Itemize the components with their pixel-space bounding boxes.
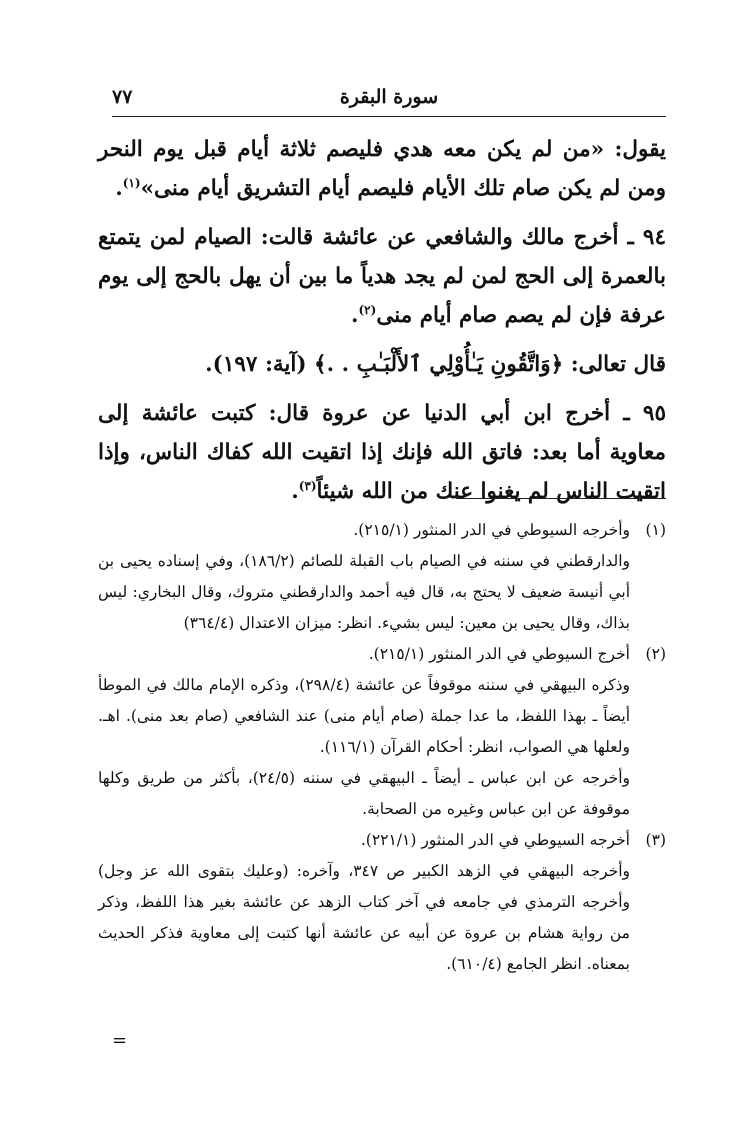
- footnote-separator: [456, 498, 666, 499]
- verse-intro: قال تعالى:: [563, 352, 666, 377]
- paragraph: يقول: «من لم يكن معه هدي فليصم ثلاثة أيام قبل يوم النحر ومن لم يكن صام تلك الأيام فليصم أيام التشريق أيام منى»$^{(١)}$.: [98, 137, 666, 201]
- hadith-94: ٩٤ ـ أخرج مالك والشافعي عن عائشة قالت: الصيام لمن يتمتع بالعمرة إلى الحج لمن لم يجد هدياً ما بين أن يهل بالحج إلى يوم عرفة فإن لم يصم صام أيام منى$^{(٢)}$.: [98, 225, 666, 328]
- page-number: ٧٧: [112, 86, 133, 108]
- footnote-2-body: وذكره البيهقي في سننه موقوفاً عن عائشة (٢٩٨/٤)، وذكره الإمام مالك في الموطأ أيضاً ـ بهذا اللفظ، ما عدا جملة (صام أيام منى) عند الشافعي (صام بعد منى). اهـ. ولعلها هي الصواب، انظر: أحكام القرآن (١١٦/١).: [98, 676, 630, 756]
- main-text: [98, 130, 666, 521]
- footnote-text: وأخرجه السيوطي في الدر المنثور (٢١٥/١).: [353, 521, 630, 539]
- header-rule: [112, 116, 666, 117]
- footnote-2-body: وأخرجه عن ابن عباس ـ أيضاً ـ البيهقي في سننه (٢٤/٥)، بأكثر من طريق وكلها موقوفة عن ابن عباس وغيره من الصحابة.: [98, 769, 630, 818]
- footnote-1-body: والدارقطني في سننه في الصيام باب القبلة للصائم (١٨٦/٢)، وفي إسناده يحيى بن أبي أنيسة ضعيف لا يحتج به، قال فيه أحمد والدارقطني متروك، وقال البخاري: ليس بذاك، وقال يحيى بن معين: ليس بشيء. انظر: ميزان الاعتدال (٣٦٤/٤): [98, 552, 630, 632]
- footnote-3-head: [98, 825, 666, 856]
- footnote-number: (١): [645, 521, 666, 539]
- footnotes: [98, 515, 666, 980]
- surah-title: سورة البقرة: [339, 86, 439, 108]
- quran-verse: ﴿وَاتَّقُونِ يَـٰأُوْلِي ٱلأَلْبَـٰبِ . .﴾: [314, 352, 564, 377]
- verse-ref: (آية: ١٩٧).: [205, 352, 315, 377]
- footnote-3-body: وأخرجه البيهقي في الزهد الكبير ص ٣٤٧، وآخره: (وعليك بتقوى الله عز وجل) وأخرجه الترمذي في جامعه في آخر كتاب الزهد عن عائشة بغير هذا اللفظ، وذكر من رواية هشام بن عروة عن أبيه عن عائشة أنها كتبت إلى معاوية فذكر الحديث بمعناه. انظر الجامع (٦١٠/٤).: [98, 862, 630, 973]
- paragraph-text: ٩٤ ـ أخرج مالك والشافعي عن عائشة قالت: الصيام لمن يتمتع بالعمرة إلى الحج لمن لم يجد هدياً ما بين أن يهل بالحج إلى يوم عرفة فإن لم يصم صام أيام منى: [98, 225, 666, 328]
- footnote-text: أخرج السيوطي في الدر المنثور (٢١٥/١).: [368, 645, 630, 663]
- hadith-95: ٩٥ ـ أخرج ابن أبي الدنيا عن عروة قال: كتبت عائشة إلى معاوية أما بعد: فاتق الله فإنك إذا اتقيت الله كفاك الناس، وإذا اتقيت الناس لم يغنوا عنك من الله شيئاً$^{(٣)}$.: [98, 401, 666, 504]
- footnote-number: (٢): [645, 645, 666, 663]
- footnote-ref: (٢): [358, 302, 377, 317]
- footnote-number: (٣): [645, 831, 666, 849]
- footnote-ref: (١): [122, 175, 141, 190]
- verse-line: [98, 345, 666, 384]
- continuation-mark: =: [112, 1030, 128, 1051]
- paragraph-text: يقول: «من لم يكن معه هدي فليصم ثلاثة أيام قبل يوم النحر ومن لم يكن صام تلك الأيام فليصم أيام التشريق أيام منى»: [98, 137, 666, 201]
- page-header: [112, 86, 666, 118]
- paragraph-text: ٩٥ ـ أخرج ابن أبي الدنيا عن عروة قال: كتبت عائشة إلى معاوية أما بعد: فاتق الله فإنك إذا اتقيت الله كفاك الناس، وإذا اتقيت الناس لم يغنوا عنك من الله شيئاً: [98, 401, 666, 504]
- footnote-1-head: [98, 515, 666, 546]
- footnote-ref: (٣): [298, 478, 317, 493]
- footnote-2-head: [98, 639, 666, 670]
- footnote-text: أخرجه السيوطي في الدر المنثور (٢٢١/١).: [360, 831, 630, 849]
